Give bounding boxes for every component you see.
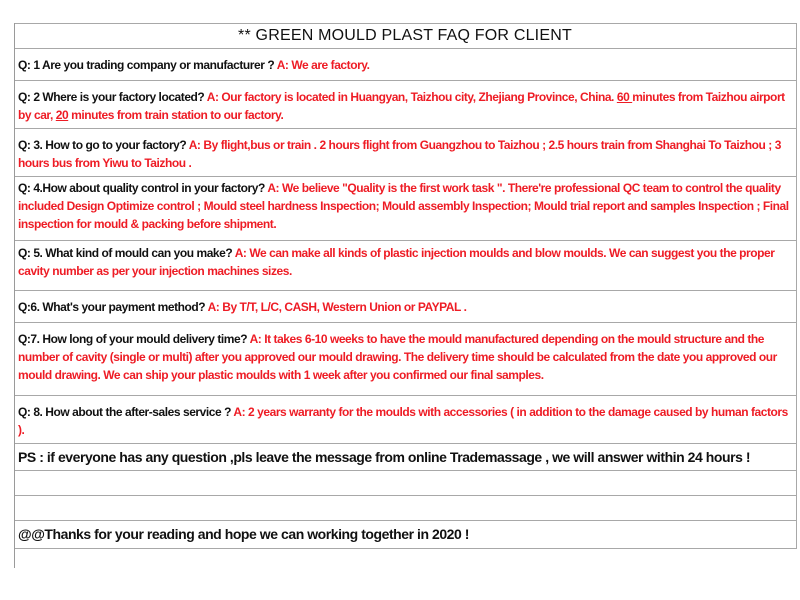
faq-row-8 bbox=[15, 395, 797, 443]
question: Q: 2 Where is your factory located? bbox=[18, 90, 207, 104]
answer: A: By flight,bus or train . 2 hours flight from Guangzhou to Taizhou ; 2.5 hours train from Shanghai To Taizhou ; 3 hours bus from Yiwu to Taizhou . bbox=[18, 138, 781, 170]
ps-note: PS : if everyone has any question ,pls leave the message from online Trademassage , we will answer within 24 hours ! bbox=[18, 449, 751, 465]
answer: A: By T/T, L/C, CASH, Western Union or PAYPAL . bbox=[207, 300, 467, 314]
faq-row-6 bbox=[15, 290, 797, 322]
thanks-row bbox=[15, 520, 797, 548]
answer: A: We are factory. bbox=[276, 58, 370, 72]
question: Q: 5. What kind of mould can you make? bbox=[18, 246, 235, 260]
question: Q:7. How long of your mould delivery time? bbox=[18, 332, 250, 346]
faq-table bbox=[14, 23, 797, 568]
empty-row bbox=[15, 470, 797, 495]
answer: A: Our factory is located in Huangyan, Taizhou city, Zhejiang Province, China. bbox=[206, 90, 617, 104]
page-title: ** GREEN MOULD PLAST FAQ FOR CLIENT bbox=[15, 23, 797, 48]
faq-row-1 bbox=[15, 48, 797, 80]
answer: A: We believe "Quality is the first work task ". There're professional QC team to control the quality included Design Optimize control ; Mould steel hardness Inspection; Mould assembly Inspection; Mould trial report and samples Inspection ; Final inspection for mould & packing before shipment. bbox=[18, 181, 789, 231]
faq-row-7 bbox=[15, 322, 797, 395]
question: Q: 4.How about quality control in your factory? bbox=[18, 181, 268, 195]
answer-cont: minutes from Taizhou airport by car, bbox=[18, 90, 785, 122]
answer: A: It takes 6-10 weeks to have the mould manufactured depending on the mould structure and the number of cavity (single or multi) after you approved our mould drawing. The delivery time should be calculated from the date you approved our mould drawing. We can ship your plastic moulds with 1 week after you confirmed our final samples. bbox=[18, 332, 777, 382]
answer-underlined-60: 60 bbox=[616, 90, 633, 104]
empty-row bbox=[15, 495, 797, 520]
answer: A: 2 years warranty for the moulds with accessories ( in addition to the damage caused by human factors ). bbox=[18, 405, 788, 437]
answer-cont: minutes from train station to our factory. bbox=[68, 108, 284, 122]
faq-row-3 bbox=[15, 128, 797, 176]
question: Q: 1 Are you trading company or manufacturer ? bbox=[18, 58, 277, 72]
faq-row-4 bbox=[15, 176, 797, 240]
question: Q: 8. How about the after-sales service ? bbox=[18, 405, 234, 419]
question: Q:6. What's your payment method? bbox=[18, 300, 208, 314]
question: Q: 3. How to go to your factory? bbox=[18, 138, 189, 152]
answer-underlined-20: 20 bbox=[55, 108, 69, 122]
thanks-note: @@Thanks for your reading and hope we can working together in 2020 ! bbox=[18, 526, 470, 542]
answer: A: We can make all kinds of plastic injection moulds and blow moulds. We can suggest you the proper cavity number as per your injection machines sizes. bbox=[18, 246, 775, 278]
faq-row-2 bbox=[15, 80, 797, 128]
ps-row bbox=[15, 443, 797, 470]
faq-row-5 bbox=[15, 240, 797, 290]
table-end bbox=[15, 548, 797, 568]
